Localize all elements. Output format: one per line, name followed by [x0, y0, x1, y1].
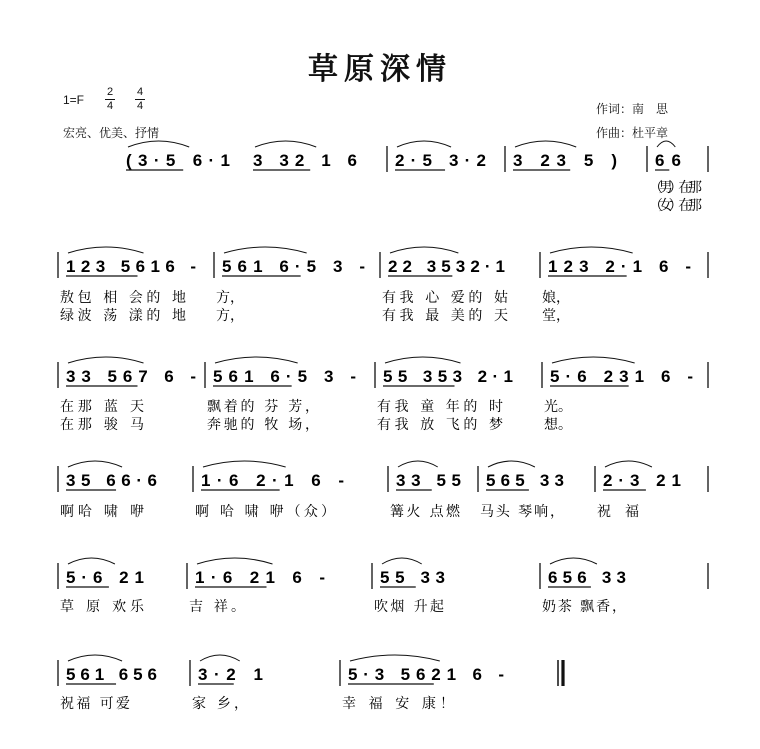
lyric-segment: 草 原 欢乐 [60, 599, 144, 615]
slur-arc [68, 461, 122, 467]
slur-arc [200, 655, 240, 661]
measure-notes: 55 353 2·1 [383, 367, 513, 386]
slur-arc [203, 461, 286, 467]
lyric-segment: 篝火 点燃 [390, 504, 460, 520]
song-title: 草原深情 [308, 52, 452, 87]
lyric-segment: 方， [216, 308, 244, 324]
lyric-segment: 有我 心 爱的 姑 [382, 290, 508, 306]
measure-notes: 656 33 [548, 568, 626, 587]
measure-notes: 1·6 2·1 6 - [201, 471, 344, 490]
lyric-segment: （男）在那 [649, 180, 702, 196]
measure-notes: 2·3 21 [603, 471, 681, 490]
slur-arc [255, 141, 316, 147]
lyric-segment: 吉 祥。 [189, 599, 245, 615]
measure-notes: 5·6 21 [66, 568, 144, 587]
composer-credit: 作曲：杜平章 [596, 126, 669, 140]
slur-arc [68, 655, 122, 661]
lyric-segment: 吹烟 升起 [374, 599, 444, 615]
slur-arc [68, 247, 144, 253]
lyricist-credit: 作词：南 思 [596, 102, 669, 116]
lyric-segment: 想。 [544, 417, 572, 433]
lyric-segment: 在那 骏 马 [60, 417, 144, 433]
measure-notes: 1·6 21 6 - [195, 568, 325, 587]
slur-arc [224, 247, 307, 253]
measure-notes: 33 55 [396, 471, 461, 490]
slur-arc [488, 461, 535, 467]
measure-notes: 5·6 231 6 - [550, 367, 693, 386]
slur-arc [398, 461, 438, 467]
slur-arc [385, 357, 461, 363]
slur-arc [397, 141, 451, 147]
slur-arc [128, 141, 189, 147]
measure-notes: 565 33 [486, 471, 564, 490]
slur-arc [552, 357, 635, 363]
lyric-segment: 在那 蓝 天 [60, 399, 144, 415]
key-signature: 1=F [63, 93, 85, 107]
time-signature-4-4: 4 4 [136, 86, 144, 112]
lyric-segment: 方， [216, 290, 244, 306]
slur-arc [68, 357, 144, 363]
measure-notes: 3 32 1 6 [253, 151, 357, 170]
slur-arc [657, 141, 675, 147]
slur-arc [515, 141, 576, 147]
measure-notes: 123 5616 - [66, 257, 196, 276]
slur-arc [605, 461, 652, 467]
lyric-segment: 绿波 荡 漾的 地 [60, 308, 186, 324]
slur-arc [68, 558, 115, 564]
lyric-segment: 家 乡， [192, 696, 248, 712]
time-signature-2-4: 2 4 [106, 86, 114, 112]
measure-notes: 66 [655, 151, 681, 170]
lyric-segment: 光。 [544, 399, 572, 415]
slur-arc [550, 558, 597, 564]
slur-arc [197, 558, 273, 564]
lyric-segment: 马头 琴响， [480, 504, 564, 520]
lyric-segment: 有我 最 美的 天 [382, 308, 508, 324]
measure-notes: (3·5 6·1 [126, 151, 230, 170]
measure-notes: 55 33 [380, 568, 445, 587]
measure-notes: 561 6·5 3 - [213, 367, 356, 386]
measure-notes: 2·5 3·2 [395, 151, 486, 170]
lyric-segment: 敖包 相 会的 地 [60, 290, 186, 306]
lyric-segment: 啊哈 啸 咿 [60, 504, 144, 520]
lyric-segment: 堂， [542, 308, 570, 324]
lyric-segment: 有我 放 飞的 梦 [377, 417, 503, 433]
lyric-segment: 奶茶 飘香， [542, 599, 626, 615]
measure-notes: 35 66·6 [66, 471, 157, 490]
lyric-segment: 奔驰的 牧 场， [207, 417, 319, 433]
lyric-segment: 祝 福 [597, 504, 639, 520]
measure-notes: 3 23 5 ) [513, 151, 617, 170]
measure-notes: 123 2·1 6 - [548, 257, 691, 276]
slur-arc [390, 247, 458, 253]
lyric-segment: 祝福 可爱 [60, 696, 130, 712]
measure-notes: 561 656 [66, 665, 157, 684]
measure-notes: 22 3532·1 [388, 257, 505, 276]
lyric-segment: 娘， [542, 290, 570, 306]
lyric-segment: 幸 福 安 康！ [342, 696, 454, 712]
lyric-segment: （女）在那 [649, 198, 702, 214]
measure-notes: 561 6·5 3 - [222, 257, 365, 276]
slur-arc [550, 247, 633, 253]
slur-arc [382, 558, 422, 564]
style-marking: 宏亮、优美、抒情 [63, 126, 160, 140]
slur-arc [350, 655, 440, 661]
slur-arc [215, 357, 298, 363]
measure-notes: 33 567 6 - [66, 367, 196, 386]
measure-notes: 3·2 1 [198, 665, 263, 684]
lyric-segment: 有我 童 年的 时 [377, 399, 503, 415]
measure-notes: 5·3 5621 6 - [348, 665, 504, 684]
lyric-segment: 飘着的 芬 芳， [207, 399, 319, 415]
lyric-segment: 啊 哈 啸 咿（众） [195, 504, 335, 520]
